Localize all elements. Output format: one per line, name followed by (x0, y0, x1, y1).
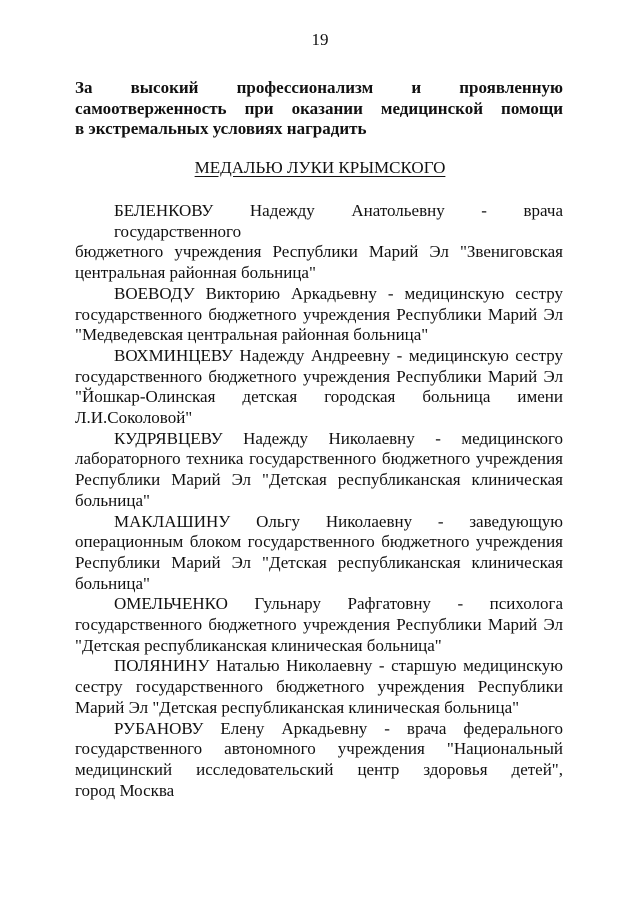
awardee-entry (75, 656, 563, 718)
awardee-list (75, 201, 563, 801)
awardee-line: ПОЛЯНИНУ Наталью Николаевну - старшую медицинскую (114, 656, 563, 676)
awardee-line: МАКЛАШИНУ Ольгу Николаевну - заведующую (114, 511, 563, 531)
awardee-line: Марий Эл "Детская республиканская клиническая больница" (75, 697, 520, 717)
awardee-line: город Москва (75, 780, 175, 800)
awardee-line: центральная районная больница" (75, 263, 316, 283)
awardee-line: "Детская республиканская клиническая больница" (75, 635, 442, 655)
awardee-line: БЕЛЕНКОВУ Надежду Анатольевну - врача государственного (114, 201, 563, 241)
award-intro (75, 78, 563, 140)
awardee-entry (75, 719, 563, 802)
awardee-entry (75, 346, 563, 429)
awardee-line: "Йошкар-Олинская детская городская больница имени (75, 387, 563, 407)
awardee-line: государственного бюджетного учреждения Республики Марий Эл (75, 304, 563, 324)
awardee-line: государственного автономного учреждения "Национальный (75, 739, 563, 759)
awardee-line: РУБАНОВУ Елену Аркадьевну - врача федерального (114, 718, 563, 738)
intro-line: в экстремальных условиях наградить (75, 119, 367, 138)
awardee-line: лабораторного техника государственного бюджетного учреждения (75, 449, 563, 469)
awardee-line: ОМЕЛЬЧЕНКО Гульнару Рафгатовну - психолога (114, 594, 563, 614)
awardee-line: государственного бюджетного учреждения Республики Марий Эл (75, 615, 563, 635)
awardee-line: ВОХМИНЦЕВУ Надежду Андреевну - медицинскую сестру (114, 345, 563, 365)
page-number: 19 (311, 30, 329, 49)
awardee-line: сестру государственного бюджетного учреждения Республики (75, 677, 563, 697)
intro-line: самоотверженность при оказании медицинской помощи (75, 98, 563, 118)
awardee-line: больница" (75, 573, 150, 593)
awardee-line: операционным блоком государственного бюджетного учреждения (75, 532, 563, 552)
awardee-entry (75, 201, 563, 284)
intro-line: За высокий профессионализм и проявленную (75, 78, 563, 97)
awardee-entry (75, 594, 563, 656)
awardee-line: больница" (75, 490, 150, 510)
awardee-line: КУДРЯВЦЕВУ Надежду Николаевну - медицинского (114, 428, 563, 448)
awardee-line: медицинский исследовательский центр здоровья детей", (75, 759, 563, 779)
awardee-line: государственного бюджетного учреждения Республики Марий Эл (75, 366, 563, 386)
awardee-line: Республики Марий Эл "Детская республиканская клиническая (75, 552, 563, 572)
awardee-entry (75, 429, 563, 512)
awardee-entry (75, 512, 563, 595)
award-title: МЕДАЛЬЮ ЛУКИ КРЫМСКОГО (194, 158, 446, 177)
awardee-line: "Медведевская центральная районная больница" (75, 325, 429, 345)
awardee-line: ВОЕВОДУ Викторию Аркадьевну - медицинскую сестру (114, 283, 563, 303)
awardee-entry (75, 284, 563, 346)
awardee-line: Республики Марий Эл "Детская республиканская клиническая (75, 470, 563, 490)
awardee-line: бюджетного учреждения Республики Марий Эл "Звениговская (75, 242, 563, 262)
awardee-line: Л.И.Соколовой" (75, 408, 193, 428)
